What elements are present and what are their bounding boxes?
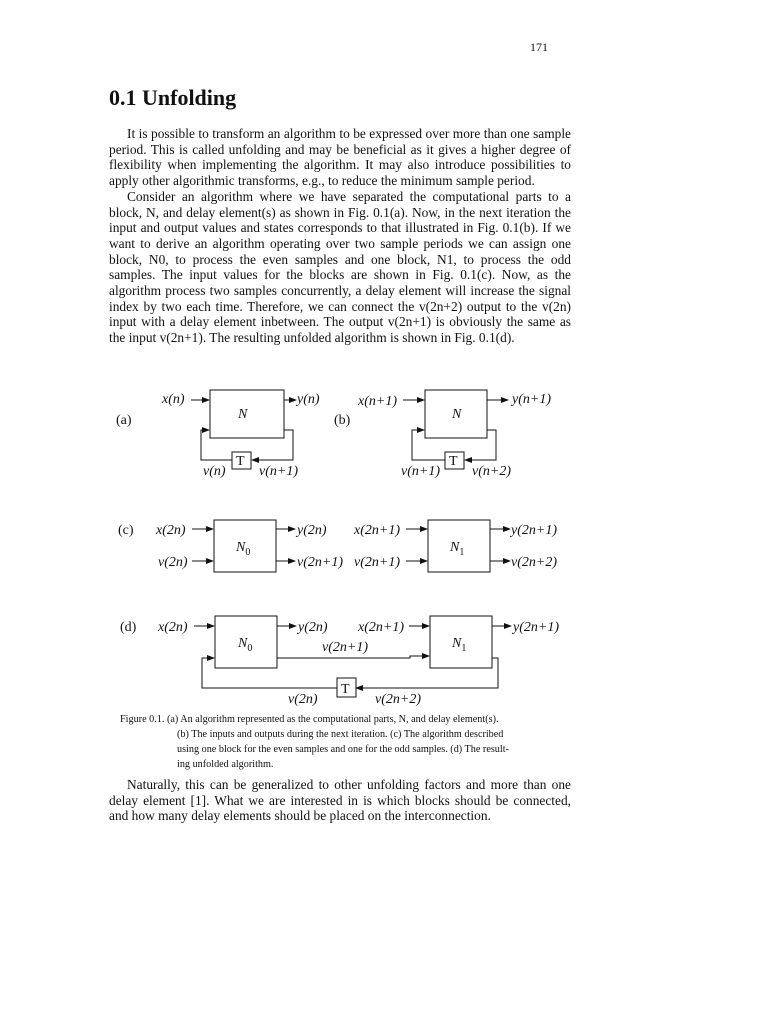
label-c-left-in-bottom: v(2n) bbox=[158, 555, 188, 570]
caption-line: ing unfolded algorithm. bbox=[177, 759, 274, 770]
label-d-mid: v(2n+1) bbox=[322, 640, 368, 655]
label-a-state-out: v(n+1) bbox=[259, 464, 298, 479]
label-a-delay: T bbox=[236, 454, 245, 469]
label-d-state-in: v(2n) bbox=[288, 692, 318, 707]
page-number: 171 bbox=[530, 40, 548, 54]
label-c-left-out-bottom: v(2n+1) bbox=[297, 555, 343, 570]
label-d-delay: T bbox=[341, 682, 350, 697]
label-d-out0: y(2n) bbox=[298, 620, 328, 635]
label-d-state-out: v(2n+2) bbox=[375, 692, 421, 707]
label-c: (c) bbox=[118, 523, 134, 538]
paragraph: Naturally, this can be generalized to other unfolding factors and more than one delay element [1]. What we are interested in is which blocks should be connected, and how many delay elements should be placed on the interconnection. bbox=[109, 777, 571, 824]
caption-line: using one block for the even samples and one for the odd samples. (d) The result- bbox=[177, 744, 509, 755]
label-d-block0: $N_0$ bbox=[238, 636, 253, 654]
figure-0-1 bbox=[100, 380, 580, 710]
label-a: (a) bbox=[116, 413, 132, 428]
label-b-block: N bbox=[452, 407, 462, 422]
label-a-out: y(n) bbox=[297, 392, 320, 407]
label-b-delay: T bbox=[449, 454, 458, 469]
label-b-state-out: v(n+2) bbox=[472, 464, 511, 479]
label-c-left-in-top: x(2n) bbox=[156, 523, 186, 538]
label-a-in: x(n) bbox=[162, 392, 185, 407]
label-c-right-in-top: x(2n+1) bbox=[354, 523, 400, 538]
intro-paragraphs bbox=[109, 126, 571, 346]
label-c-right-out-bottom: v(2n+2) bbox=[511, 555, 557, 570]
label-d-in: x(2n) bbox=[158, 620, 188, 635]
label-a-block: N bbox=[238, 407, 248, 422]
label-d-out1: y(2n+1) bbox=[513, 620, 559, 635]
label-d-block1: $N_1$ bbox=[452, 636, 467, 654]
label-b: (b) bbox=[334, 413, 351, 428]
label-c-right-in-bottom: v(2n+1) bbox=[354, 555, 400, 570]
caption-line: Figure 0.1. (a) An algorithm represented as the computational parts, N, and delay element(s). bbox=[120, 714, 499, 725]
paragraph: Consider an algorithm where we have separated the computational parts to a block, N, and delay element(s) as shown in Fig. 0.1(a). Now, in the next iteration the input and output values and states corresponds to that illustrated in Fig. 0.1(b). If we want to derive an algorithm operating over two sample periods we can assign one block, N0, to process the even samples and one block, N1, to process the odd samples. The input values for the blocks are shown in Fig. 0.1(c). Now, as the algorithm process two samples concurrently, a delay element will increase the signal index by two each time. Therefore, we can connect the v(2n+2) output to the v(2n) input with a delay element inbetween. The output v(2n+1) is obviously the same as the input v(2n+1). The resulting unfolded algorithm is shown in Fig. 0.1(d). bbox=[109, 188, 571, 346]
label-a-state-in: v(n) bbox=[203, 464, 226, 479]
label-b-in: x(n+1) bbox=[358, 394, 397, 409]
label-c-left-out-top: y(2n) bbox=[297, 523, 327, 538]
label-c-block1: $N_1$ bbox=[450, 540, 465, 558]
label-b-out: y(n+1) bbox=[512, 392, 551, 407]
caption-line: (b) The inputs and outputs during the next iteration. (c) The algorithm described bbox=[177, 729, 504, 740]
figure-caption bbox=[120, 712, 550, 772]
label-c-right-out-top: y(2n+1) bbox=[511, 523, 557, 538]
paragraph: It is possible to transform an algorithm to be expressed over more than one sample period. This is called unfolding and may be beneficial as it gives a higher degree of flexibility when implementing the algorithm. It may also introduce possibilities to apply other algorithmic transforms, e.g., to reduce the minimum sample period. bbox=[109, 126, 571, 189]
label-d-in1: x(2n+1) bbox=[358, 620, 404, 635]
label-b-state-in: v(n+1) bbox=[401, 464, 440, 479]
section-title: 0.1 Unfolding bbox=[109, 85, 237, 110]
closing-paragraph bbox=[109, 777, 571, 824]
label-d: (d) bbox=[120, 620, 137, 635]
label-c-block0: $N_0$ bbox=[236, 540, 251, 558]
